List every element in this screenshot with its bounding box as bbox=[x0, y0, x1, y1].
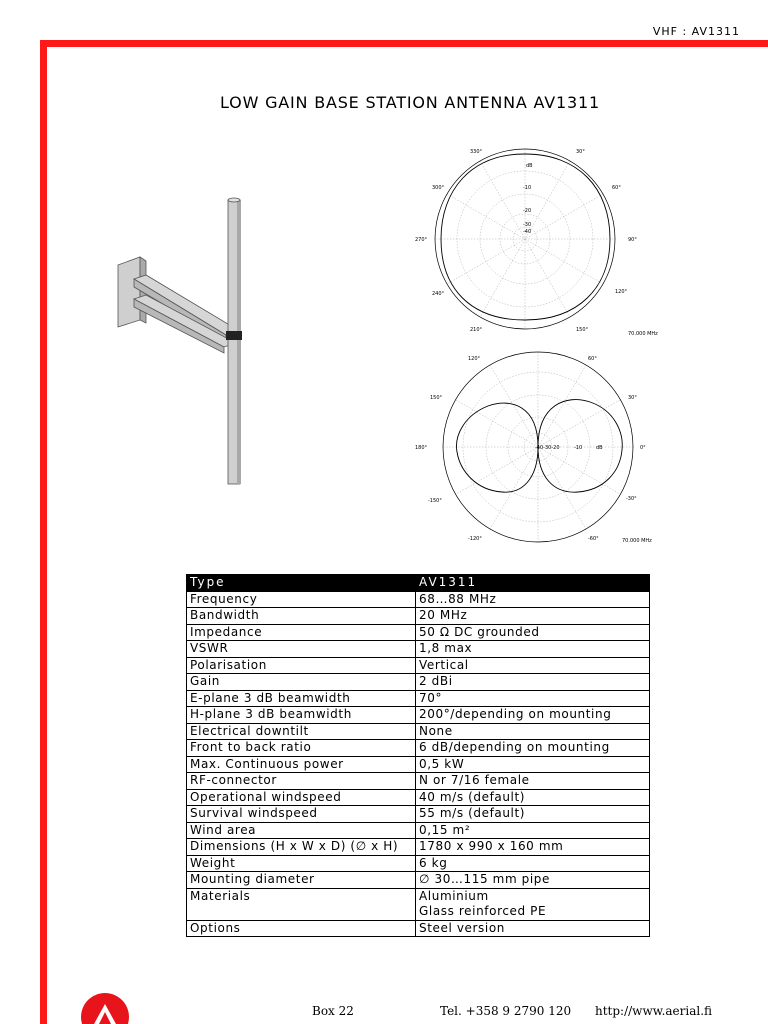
row-value: ∅ 30…115 mm pipe bbox=[416, 872, 650, 889]
document-code: VHF : AV1311 bbox=[652, 25, 740, 38]
angle-label-minus120: -120° bbox=[468, 536, 482, 542]
row-value: Steel version bbox=[416, 920, 650, 937]
frequency-label: 70.000 MHz bbox=[622, 538, 652, 544]
row-label: Materials bbox=[187, 888, 416, 920]
row-value: 40 m/s (default) bbox=[416, 789, 650, 806]
table-row bbox=[187, 608, 650, 625]
angle-label-210: 210° bbox=[470, 327, 483, 333]
table-row bbox=[187, 839, 650, 856]
page-title: LOW GAIN BASE STATION ANTENNA AV1311 bbox=[220, 93, 600, 112]
angle-label-60: 60° bbox=[588, 356, 597, 362]
angle-label-120: 120° bbox=[615, 289, 628, 295]
angle-label-30: 30° bbox=[576, 149, 585, 155]
footer-address: Box 22 bbox=[312, 1004, 354, 1018]
table-row bbox=[187, 789, 650, 806]
specifications-table bbox=[186, 574, 650, 937]
row-value: None bbox=[416, 723, 650, 740]
table-row bbox=[187, 872, 650, 889]
row-label: Survival windspeed bbox=[187, 806, 416, 823]
table-row bbox=[187, 822, 650, 839]
row-label: H-plane 3 dB beamwidth bbox=[187, 707, 416, 724]
row-label: RF-connector bbox=[187, 773, 416, 790]
row-value: 20 MHz bbox=[416, 608, 650, 625]
row-label: Max. Continuous power bbox=[187, 756, 416, 773]
angle-label-60: 60° bbox=[612, 185, 621, 191]
row-value-line-1: Aluminium bbox=[419, 888, 489, 903]
row-label: Frequency bbox=[187, 591, 416, 608]
angle-label-240: 240° bbox=[432, 291, 445, 297]
table-row bbox=[187, 756, 650, 773]
row-label: VSWR bbox=[187, 641, 416, 658]
row-value: 6 kg bbox=[416, 855, 650, 872]
footer-telephone: Tel. +358 9 2790 120 bbox=[440, 1004, 572, 1018]
table-row bbox=[187, 740, 650, 757]
table-row bbox=[187, 657, 650, 674]
row-label: Operational windspeed bbox=[187, 789, 416, 806]
db-label-40: -40 bbox=[523, 229, 532, 235]
db-label-20: -20 bbox=[523, 208, 532, 214]
table-row bbox=[187, 723, 650, 740]
angle-label-150: 150° bbox=[576, 327, 589, 333]
row-label: Mounting diameter bbox=[187, 872, 416, 889]
table-header-row bbox=[187, 575, 650, 592]
row-value: 0,5 kW bbox=[416, 756, 650, 773]
table-row bbox=[187, 806, 650, 823]
table-row bbox=[187, 855, 650, 872]
db-label-10: -10 bbox=[574, 445, 583, 451]
row-label: Options bbox=[187, 920, 416, 937]
table-row bbox=[187, 624, 650, 641]
table-row bbox=[187, 690, 650, 707]
row-value: 50 Ω DC grounded bbox=[416, 624, 650, 641]
e-plane-polar-plot bbox=[410, 350, 670, 550]
company-logo bbox=[80, 992, 130, 1024]
table-row bbox=[187, 920, 650, 937]
row-label: Front to back ratio bbox=[187, 740, 416, 757]
table-row bbox=[187, 707, 650, 724]
row-label: Wind area bbox=[187, 822, 416, 839]
row-label: Gain bbox=[187, 674, 416, 691]
row-value: 0,15 m² bbox=[416, 822, 650, 839]
footer-website-link[interactable]: http://www.aerial.fi bbox=[595, 1004, 713, 1018]
row-value: 55 m/s (default) bbox=[416, 806, 650, 823]
db-label-10: -10 bbox=[523, 185, 532, 191]
angle-label-90: 90° bbox=[628, 237, 637, 243]
table-row bbox=[187, 591, 650, 608]
angle-label-330: 330° bbox=[470, 149, 483, 155]
row-value bbox=[416, 888, 650, 920]
row-value: 200°/depending on mounting bbox=[416, 707, 650, 724]
angle-label-180: 180° bbox=[415, 445, 428, 451]
frequency-label: 70.000 MHz bbox=[628, 331, 658, 337]
table-row bbox=[187, 888, 650, 920]
db-label-scale: -40-30-20 bbox=[535, 445, 560, 451]
type-header-value: AV1311 bbox=[416, 575, 650, 592]
table-row bbox=[187, 641, 650, 658]
angle-label-300: 300° bbox=[432, 185, 445, 191]
row-value: 68…88 MHz bbox=[416, 591, 650, 608]
angle-label-150: 150° bbox=[430, 395, 443, 401]
angle-label-0: 0° bbox=[640, 445, 646, 451]
row-value-line-2: Glass reinforced PE bbox=[419, 904, 547, 918]
db-label-unit: dB bbox=[596, 445, 603, 451]
row-label: Polarisation bbox=[187, 657, 416, 674]
angle-label-30: 30° bbox=[628, 395, 637, 401]
angle-label-minus30: -30° bbox=[626, 496, 637, 502]
type-header-label: Type bbox=[187, 575, 416, 592]
row-value: 1,8 max bbox=[416, 641, 650, 658]
row-value: 2 dBi bbox=[416, 674, 650, 691]
row-label: Bandwidth bbox=[187, 608, 416, 625]
db-label-30: -30 bbox=[523, 222, 532, 228]
row-label: Dimensions (H x W x D) (∅ x H) bbox=[187, 839, 416, 856]
table-row bbox=[187, 773, 650, 790]
db-label-unit: dB bbox=[526, 163, 533, 169]
red-frame-top bbox=[40, 40, 768, 47]
h-plane-polar-plot bbox=[410, 143, 670, 343]
row-value: Vertical bbox=[416, 657, 650, 674]
antenna-illustration bbox=[110, 195, 260, 490]
row-label: Weight bbox=[187, 855, 416, 872]
angle-label-minus60: -60° bbox=[588, 536, 599, 542]
table-row bbox=[187, 674, 650, 691]
row-value: 70° bbox=[416, 690, 650, 707]
red-frame-left bbox=[40, 40, 47, 1024]
row-label: Electrical downtilt bbox=[187, 723, 416, 740]
angle-label-270: 270° bbox=[415, 237, 428, 243]
angle-label-minus150: -150° bbox=[428, 498, 442, 504]
row-label: E-plane 3 dB beamwidth bbox=[187, 690, 416, 707]
row-value: 1780 x 990 x 160 mm bbox=[416, 839, 650, 856]
row-value: N or 7/16 female bbox=[416, 773, 650, 790]
row-label: Impedance bbox=[187, 624, 416, 641]
row-value: 6 dB/depending on mounting bbox=[416, 740, 650, 757]
angle-label-120: 120° bbox=[468, 356, 481, 362]
